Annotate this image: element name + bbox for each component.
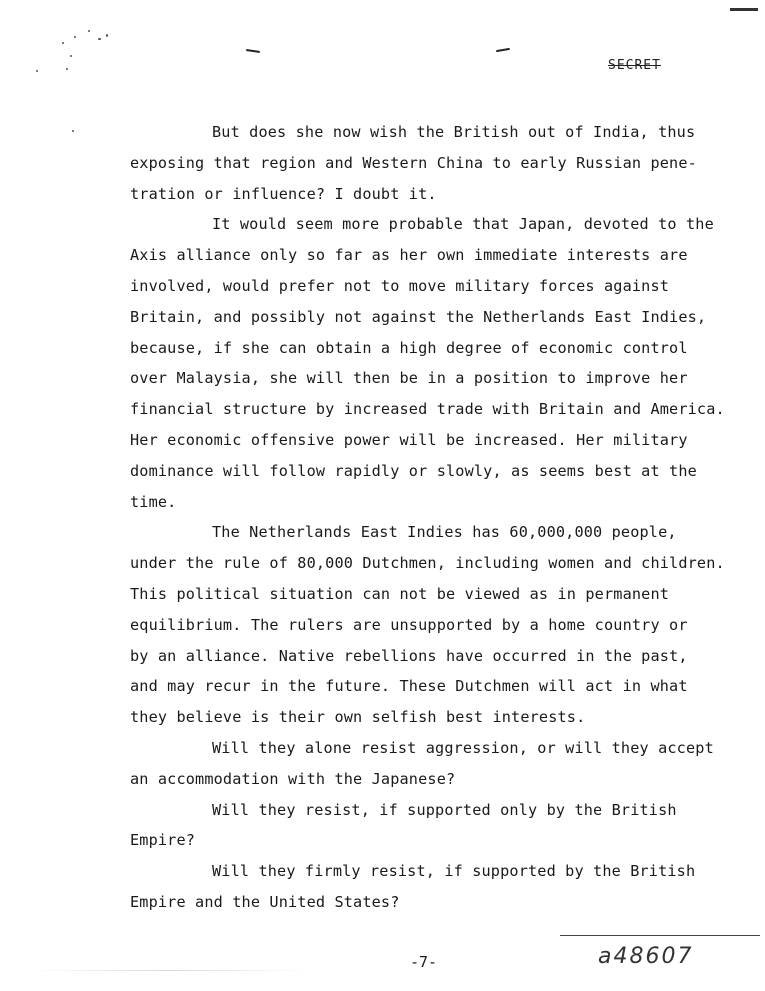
paragraph: Will they resist, if supported only by the British Empire?: [130, 800, 677, 850]
page-number: -7-: [410, 953, 438, 971]
scan-smudge: [30, 970, 310, 971]
footer-rule: [560, 935, 760, 936]
scan-speck: [36, 70, 38, 72]
paragraph: The Netherlands East Indies has 60,000,000 people, under the rule of 80,000 Dutchmen, including women and children. This political situation can not be viewed as in permanent equilibrium. The rulers are unsupported by a home country or by an alliance. Native rebellions have occurred in the past, and may recur in the future. These Dutchmen will act in what they believe is their own selfish best interests.: [130, 523, 725, 727]
document-body: [130, 117, 730, 918]
scan-dash: [496, 48, 510, 52]
scan-dash: [246, 49, 260, 53]
paragraph: Will they firmly resist, if supported by the British Empire and the United States?: [130, 862, 696, 911]
paragraph: But does she now wish the British out of India, thus exposing that region and Western China to early Russian pene- tration or influence? I doubt it.: [130, 123, 697, 203]
scan-speck: [70, 55, 72, 57]
paragraph: It would seem more probable that Japan, devoted to the Axis alliance only so far as her own immediate interests are involved, would prefer not to move military forces against Britain, and possibly not against the Netherlands East Indies, because, if she can obtain a high degree of economic control over Malaysia, she will then be in a position to improve her financial structure by increased trade with Britain and America. Her economic offensive power will be increased. Her military dominance will follow rapidly or slowly, as seems best at the time.: [130, 215, 725, 511]
scan-speck: [62, 42, 64, 44]
scan-speck: [74, 36, 76, 38]
paragraph: Will they alone resist aggression, or will they accept an accommodation with the Japanese?: [130, 738, 714, 788]
handwritten-document-number: a48607: [598, 944, 694, 969]
scan-speck: [106, 34, 108, 37]
scan-speck: [72, 130, 74, 132]
scan-speck: [88, 30, 90, 32]
scan-speck: [98, 38, 101, 40]
scan-speck: [66, 68, 68, 70]
classification-marking: SECRET: [608, 58, 661, 73]
top-edge-mark: [730, 8, 758, 11]
